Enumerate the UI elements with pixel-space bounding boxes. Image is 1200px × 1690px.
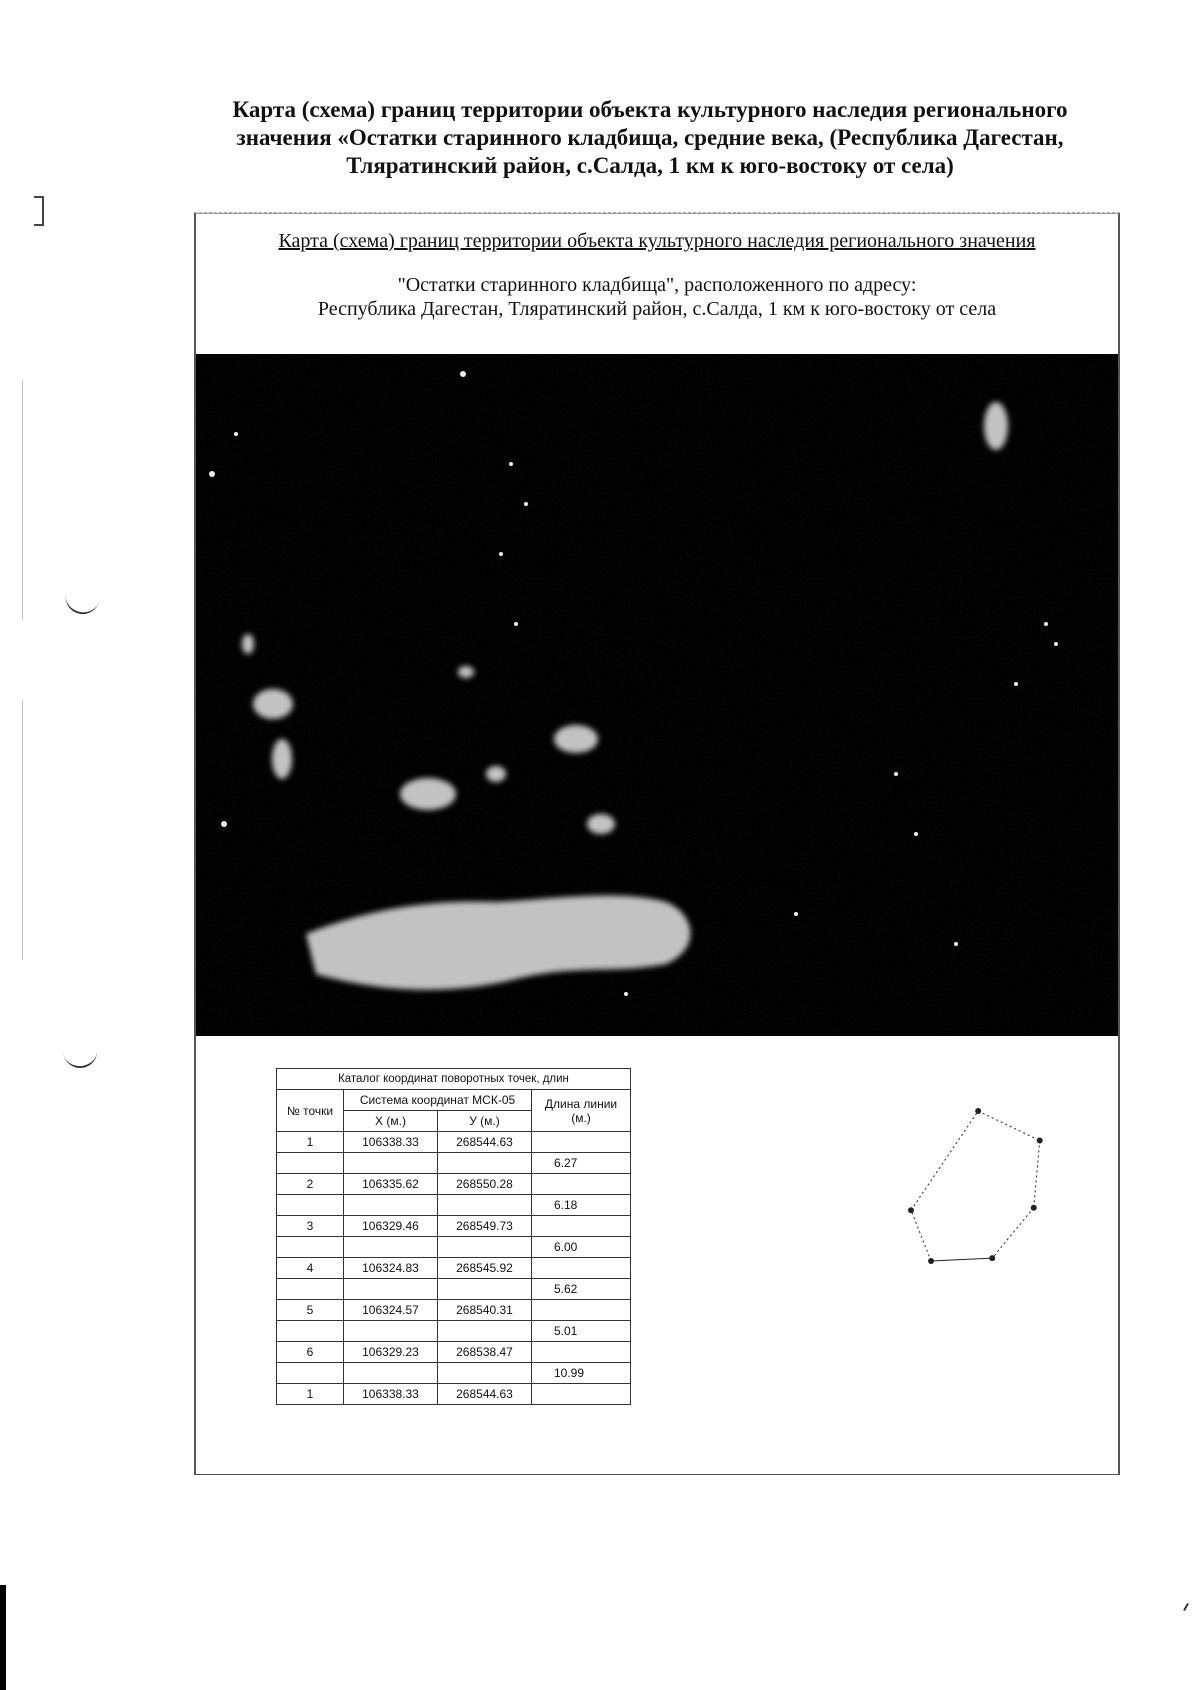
line-length-cell: 6.18: [532, 1195, 631, 1216]
line-length-cell: 6.00: [532, 1237, 631, 1258]
y-coordinate-cell: 268540.31: [438, 1300, 532, 1321]
scan-tick-mark: [1183, 1603, 1189, 1611]
line-length-cell: [532, 1300, 631, 1321]
table-row: [277, 1300, 631, 1321]
empty-cell: [438, 1321, 532, 1342]
boundary-segment: [992, 1208, 1034, 1258]
x-coordinate-cell: 106329.46: [344, 1216, 438, 1237]
table-row: [277, 1363, 631, 1384]
point-number-cell: 2: [277, 1174, 344, 1195]
point-number-cell: 3: [277, 1216, 344, 1237]
scan-bracket-mark: [34, 196, 44, 226]
satellite-image: [196, 354, 1118, 1036]
boundary-segment: [911, 1210, 931, 1261]
table-row: [277, 1237, 631, 1258]
line-length-cell: [532, 1258, 631, 1279]
table-header-row: [277, 1090, 631, 1111]
line-length-cell: [532, 1132, 631, 1153]
empty-cell: [277, 1363, 344, 1384]
y-coordinate-cell: 268544.63: [438, 1132, 532, 1153]
empty-cell: [438, 1237, 532, 1258]
y-coordinate-cell: 268549.73: [438, 1216, 532, 1237]
empty-cell: [438, 1153, 532, 1174]
document-title-line: Тляратинский район, с.Салда, 1 км к юго-востоку от села): [346, 153, 954, 178]
frame-subtitle: [196, 273, 1118, 321]
table-body: [277, 1132, 631, 1405]
x-coordinate-cell: 106324.83: [344, 1258, 438, 1279]
scan-arc-mark: [63, 593, 100, 618]
point-number-cell: 1: [277, 1384, 344, 1405]
point-number-cell: 6: [277, 1342, 344, 1363]
frame-header: [196, 214, 1118, 354]
lower-section: [196, 1036, 1118, 1474]
line-length-cell: 6.27: [532, 1153, 631, 1174]
empty-cell: [344, 1237, 438, 1258]
table-row: [277, 1321, 631, 1342]
map-frame: [194, 213, 1120, 1475]
boundary-segment: [911, 1111, 978, 1210]
scan-edge-bar: [0, 1585, 6, 1690]
boundary-segment: [978, 1111, 1040, 1141]
empty-cell: [344, 1153, 438, 1174]
x-coordinate-cell: 106335.62: [344, 1174, 438, 1195]
header-line-length: Длина линии (м.): [532, 1090, 631, 1132]
empty-cell: [344, 1321, 438, 1342]
line-length-cell: 5.62: [532, 1279, 631, 1300]
scan-edge-line: [22, 380, 23, 620]
boundary-segment: [1034, 1141, 1040, 1208]
boundary-segment: [931, 1258, 992, 1261]
line-length-cell: 5.01: [532, 1321, 631, 1342]
x-coordinate-cell: 106338.33: [344, 1132, 438, 1153]
empty-cell: [277, 1321, 344, 1342]
header-point-number: № точки: [277, 1090, 344, 1132]
boundary-point: [908, 1207, 914, 1213]
header-y: У (м.): [438, 1111, 532, 1132]
boundary-point: [989, 1255, 995, 1261]
y-coordinate-cell: 268544.63: [438, 1384, 532, 1405]
point-number-cell: 1: [277, 1132, 344, 1153]
point-number-cell: 5: [277, 1300, 344, 1321]
x-coordinate-cell: 106338.33: [344, 1384, 438, 1405]
empty-cell: [344, 1279, 438, 1300]
frame-subtitle-line: "Остатки старинного кладбища", расположенного по адресу:: [397, 274, 917, 296]
scan-edge-line: [22, 700, 23, 960]
table-row: [277, 1384, 631, 1405]
satellite-terrain: [196, 354, 1118, 1036]
table-row: [277, 1279, 631, 1300]
table-row: [277, 1258, 631, 1279]
y-coordinate-cell: 268550.28: [438, 1174, 532, 1195]
coordinates-table: [276, 1068, 631, 1405]
boundary-point: [1031, 1205, 1037, 1211]
frame-title: Карта (схема) границ территории объекта культурного наследия регионального значения: [278, 230, 1036, 252]
frame-subtitle-line: Республика Дагестан, Тляратинский район, с.Салда, 1 км к юго-востоку от села: [317, 298, 997, 320]
x-coordinate-cell: 106324.57: [344, 1300, 438, 1321]
table-row: [277, 1216, 631, 1237]
point-number-cell: 4: [277, 1258, 344, 1279]
line-length-cell: [532, 1216, 631, 1237]
document-title: [200, 96, 1100, 180]
table-caption: Каталог координат поворотных точек, длин: [277, 1069, 631, 1090]
x-coordinate-cell: 106329.23: [344, 1342, 438, 1363]
y-coordinate-cell: 268545.92: [438, 1258, 532, 1279]
table-row: [277, 1342, 631, 1363]
line-length-cell: [532, 1342, 631, 1363]
boundary-point: [928, 1258, 934, 1264]
empty-cell: [277, 1279, 344, 1300]
empty-cell: [344, 1363, 438, 1384]
header-x: X (м.): [344, 1111, 438, 1132]
table-row: [277, 1132, 631, 1153]
line-length-cell: [532, 1174, 631, 1195]
document-title-line: значения «Остатки старинного кладбища, средние века, (Республика Дагестан,: [236, 125, 1064, 150]
line-length-cell: 10.99: [532, 1363, 631, 1384]
empty-cell: [344, 1195, 438, 1216]
line-length-cell: [532, 1384, 631, 1405]
empty-cell: [438, 1195, 532, 1216]
table-row: [277, 1174, 631, 1195]
boundary-scheme: [886, 1086, 1086, 1286]
boundary-point: [975, 1108, 981, 1114]
empty-cell: [277, 1237, 344, 1258]
empty-cell: [438, 1279, 532, 1300]
y-coordinate-cell: 268538.47: [438, 1342, 532, 1363]
table-row: [277, 1195, 631, 1216]
empty-cell: [438, 1363, 532, 1384]
empty-cell: [277, 1195, 344, 1216]
table-row: [277, 1153, 631, 1174]
header-coordinate-system: Система координат МСК-05: [344, 1090, 532, 1111]
boundary-point: [1037, 1138, 1043, 1144]
scan-arc-mark: [63, 1048, 99, 1069]
empty-cell: [277, 1153, 344, 1174]
document-title-line: Карта (схема) границ территории объекта культурного наследия регионального: [232, 97, 1068, 122]
table-caption-row: [277, 1069, 631, 1090]
